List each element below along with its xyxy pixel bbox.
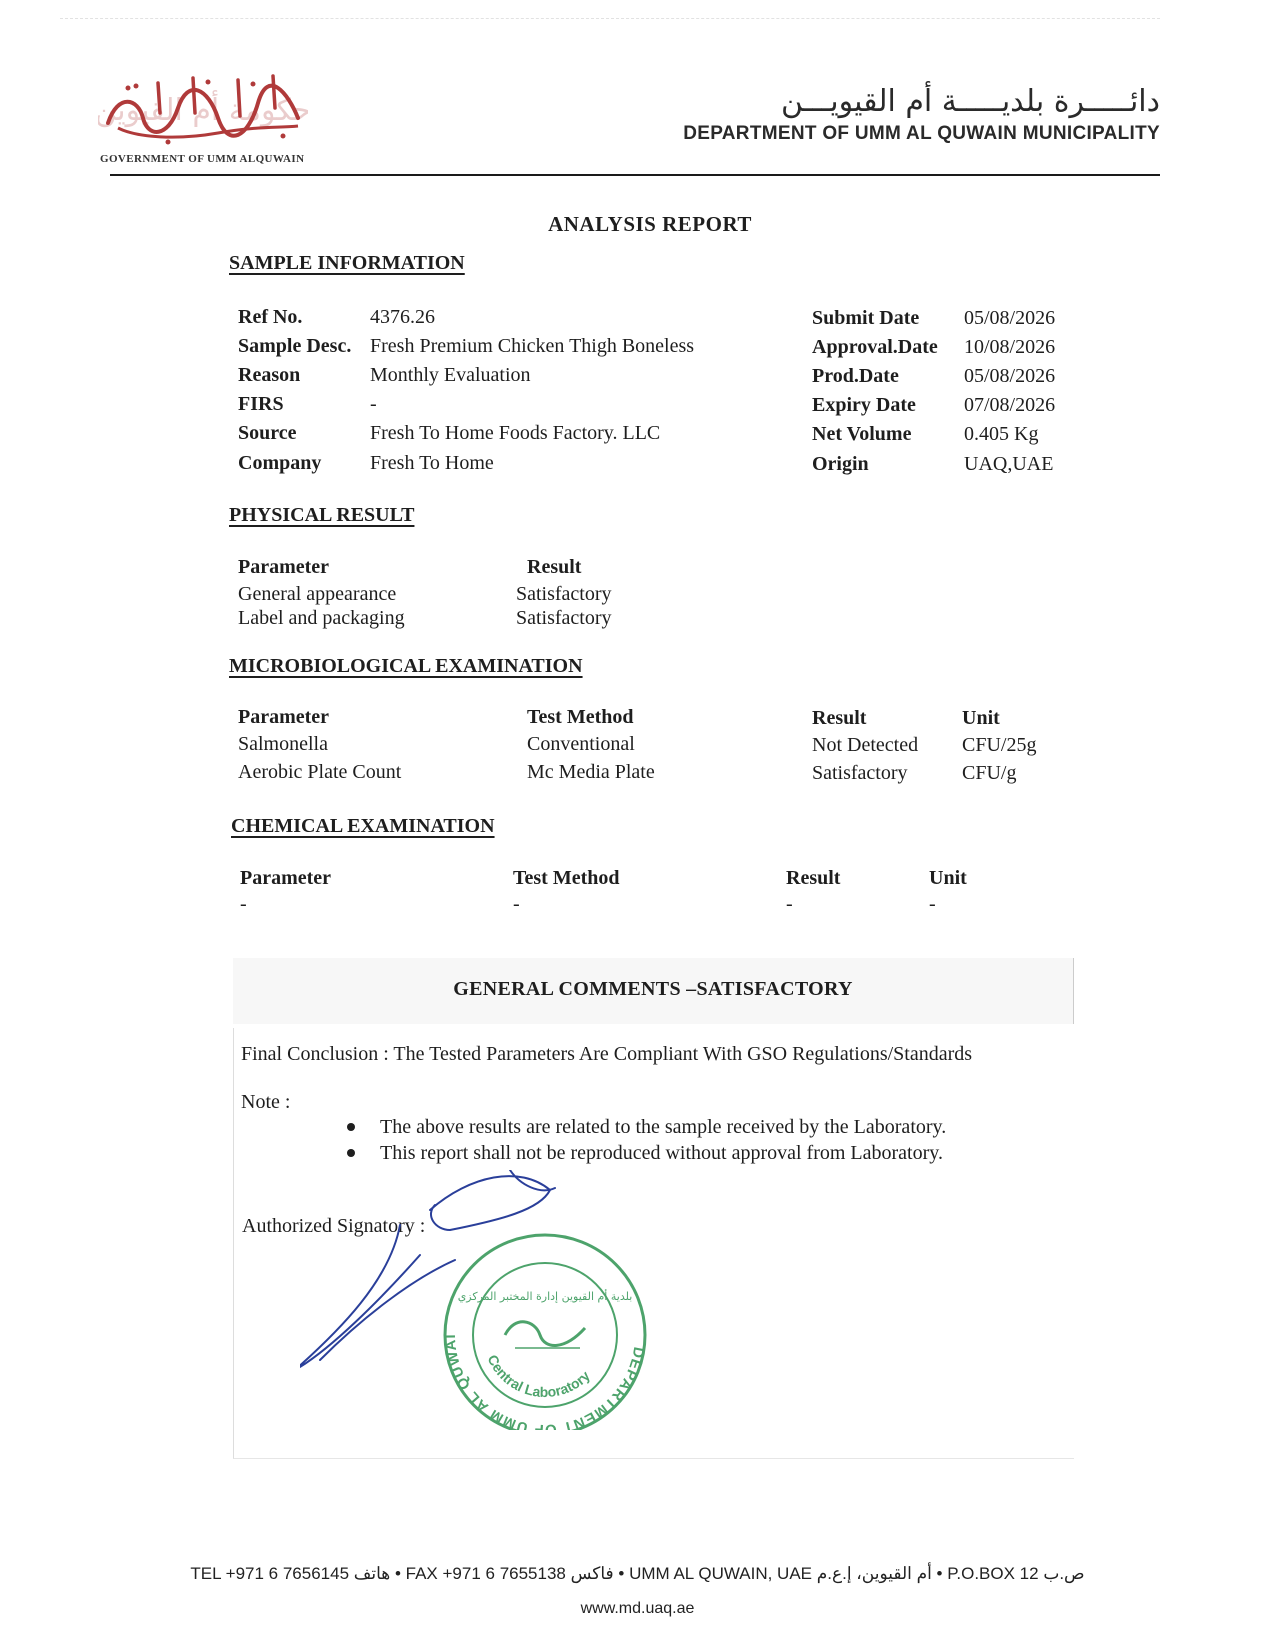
report-title: ANALYSIS REPORT bbox=[548, 212, 752, 236]
chemical-row-parameter: - bbox=[240, 893, 247, 915]
micro-row-method: Conventional bbox=[527, 733, 635, 755]
note-label: Note : bbox=[241, 1091, 291, 1113]
note-item: The above results are related to the sample received by the Laboratory. bbox=[380, 1116, 947, 1138]
source-label: Source bbox=[238, 422, 297, 444]
submit-date-label: Submit Date bbox=[812, 307, 920, 329]
micro-row-method: Mc Media Plate bbox=[527, 761, 655, 783]
net-volume-value: 0.405 Kg bbox=[964, 423, 1039, 445]
expiry-date-value: 07/08/2026 bbox=[964, 394, 1056, 416]
physical-row-result: Satisfactory bbox=[516, 607, 612, 629]
chemical-header-unit: Unit bbox=[929, 867, 967, 889]
company-value: Fresh To Home bbox=[370, 452, 494, 474]
chemical-header-test-method: Test Method bbox=[513, 867, 620, 889]
stamp-outer-text: DEPARTMENT OF UMM AL QUWAI bbox=[441, 1333, 648, 1430]
chemical-header-result: Result bbox=[786, 867, 841, 889]
ref-no-value: 4376.26 bbox=[370, 306, 435, 328]
micro-row-result: Satisfactory bbox=[812, 762, 908, 784]
note-item: This report shall not be reproduced without approval from Laboratory. bbox=[380, 1142, 943, 1164]
micro-row-unit: CFU/25g bbox=[962, 734, 1037, 756]
authorized-signatory-label: Authorized Signatory : bbox=[242, 1215, 426, 1237]
logo-caption: GOVERNMENT OF UMM ALQUWAIN bbox=[100, 153, 305, 165]
department-name-english: DEPARTMENT OF UMM AL QUWAIN MUNICIPALITY bbox=[683, 123, 1160, 144]
ref-no-label: Ref No. bbox=[238, 306, 303, 328]
reason-label: Reason bbox=[238, 364, 301, 386]
header-divider bbox=[110, 174, 1160, 176]
micro-header-parameter: Parameter bbox=[238, 706, 330, 728]
physical-result-heading: PHYSICAL RESULT bbox=[229, 504, 415, 526]
sample-desc-label: Sample Desc. bbox=[238, 335, 352, 357]
bullet-icon bbox=[347, 1123, 355, 1131]
micro-header-unit: Unit bbox=[962, 707, 1000, 729]
physical-row-parameter: General appearance bbox=[238, 583, 397, 605]
source-value: Fresh To Home Foods Factory. LLC bbox=[370, 422, 661, 444]
origin-value: UAQ,UAE bbox=[964, 453, 1054, 475]
micro-row-unit: CFU/g bbox=[962, 762, 1017, 784]
government-logo bbox=[98, 68, 308, 148]
chemical-row-result: - bbox=[786, 893, 793, 915]
footer-contact-line: TEL +971 6 7656145 هاتف • FAX +971 6 7655138 فاكس • UMM AL QUWAIN, UAE أم القيوين، إ.ع.م • P.O.BOX 12 ص.ب bbox=[190, 1564, 1085, 1583]
logo-arabic-text: حكومة أم القيوين bbox=[98, 93, 308, 128]
chemical-header-parameter: Parameter bbox=[240, 867, 332, 889]
physical-header-result: Result bbox=[527, 556, 582, 578]
reason-value: Monthly Evaluation bbox=[370, 364, 531, 386]
firs-value: - bbox=[370, 393, 377, 415]
signature-mark bbox=[300, 1170, 555, 1370]
approval-date-value: 10/08/2026 bbox=[964, 336, 1056, 358]
firs-label: FIRS bbox=[238, 393, 284, 415]
final-conclusion: Final Conclusion : The Tested Parameters Are Compliant With GSO Regulations/Standards bbox=[241, 1043, 973, 1065]
company-label: Company bbox=[238, 452, 322, 474]
sample-desc-value: Fresh Premium Chicken Thigh Boneless bbox=[370, 335, 695, 357]
department-name-arabic: دائـــــرة بلديـــــة أم القيويـــن bbox=[781, 84, 1160, 119]
general-comments-title: GENERAL COMMENTS –SATISFACTORY bbox=[453, 978, 853, 1000]
micro-row-result: Not Detected bbox=[812, 734, 919, 756]
sample-info-heading: SAMPLE INFORMATION bbox=[229, 252, 465, 274]
micro-row-parameter: Aerobic Plate Count bbox=[238, 761, 402, 783]
stamp-arabic-text: بلدية أم القيوين إدارة المختبر المركزي bbox=[457, 1290, 633, 1303]
submit-date-value: 05/08/2026 bbox=[964, 307, 1056, 329]
chemical-row-unit: - bbox=[929, 893, 936, 915]
stamp-and-signature bbox=[300, 1170, 660, 1430]
approval-date-label: Approval.Date bbox=[812, 336, 938, 358]
micro-header-result: Result bbox=[812, 707, 867, 729]
physical-row-result: Satisfactory bbox=[516, 583, 612, 605]
prod-date-label: Prod.Date bbox=[812, 365, 899, 387]
chemical-heading: CHEMICAL EXAMINATION bbox=[231, 815, 495, 837]
micro-heading: MICROBIOLOGICAL EXAMINATION bbox=[229, 655, 583, 677]
micro-header-test-method: Test Method bbox=[527, 706, 634, 728]
bullet-icon bbox=[347, 1149, 355, 1157]
physical-row-parameter: Label and packaging bbox=[238, 607, 405, 629]
origin-label: Origin bbox=[812, 453, 869, 475]
physical-header-parameter: Parameter bbox=[238, 556, 330, 578]
stamp-inner-text: Central Laboratory bbox=[484, 1352, 594, 1401]
chemical-row-method: - bbox=[513, 893, 520, 915]
net-volume-label: Net Volume bbox=[812, 423, 912, 445]
micro-row-parameter: Salmonella bbox=[238, 733, 328, 755]
scan-artifact-line bbox=[60, 18, 1160, 20]
expiry-date-label: Expiry Date bbox=[812, 394, 916, 416]
prod-date-value: 05/08/2026 bbox=[964, 365, 1056, 387]
laboratory-stamp bbox=[300, 1170, 647, 1430]
footer-website[interactable]: www.md.uaq.ae bbox=[580, 1600, 695, 1617]
